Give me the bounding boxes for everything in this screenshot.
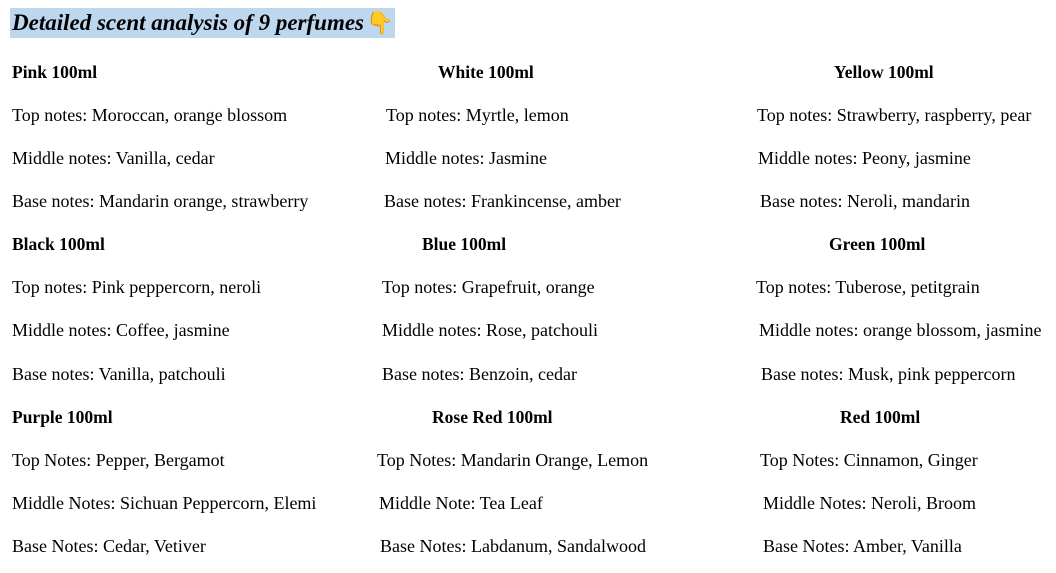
top-notes-white: Top notes: Myrtle, lemon bbox=[386, 105, 569, 125]
perfume-name-red: Red 100ml bbox=[840, 407, 921, 427]
middle-notes-purple: Middle Notes: Sichuan Peppercorn, Elemi bbox=[12, 493, 317, 513]
perfume-name-yellow: Yellow 100ml bbox=[834, 62, 934, 82]
top-notes-blue: Top notes: Grapefruit, orange bbox=[382, 277, 595, 297]
middle-notes-red: Middle Notes: Neroli, Broom bbox=[763, 493, 976, 513]
middle-notes-green: Middle notes: orange blossom, jasmine bbox=[759, 320, 1042, 340]
perfume-name-white: White 100ml bbox=[438, 62, 534, 82]
base-notes-white: Base notes: Frankincense, amber bbox=[384, 191, 621, 211]
page-title bbox=[10, 8, 395, 38]
perfume-name-rose-red: Rose Red 100ml bbox=[432, 407, 553, 427]
middle-notes-blue: Middle notes: Rose, patchouli bbox=[382, 320, 598, 340]
base-notes-red: Base Notes: Amber, Vanilla bbox=[763, 536, 962, 556]
middle-notes-pink: Middle notes: Vanilla, cedar bbox=[12, 148, 215, 168]
top-notes-yellow: Top notes: Strawberry, raspberry, pear bbox=[757, 105, 1032, 125]
middle-notes-rose-red: Middle Note: Tea Leaf bbox=[379, 493, 543, 513]
top-notes-rose-red: Top Notes: Mandarin Orange, Lemon bbox=[377, 450, 649, 470]
title-text: Detailed scent analysis of 9 perfumes bbox=[12, 10, 364, 35]
top-notes-pink: Top notes: Moroccan, orange blossom bbox=[12, 105, 288, 125]
perfume-name-black: Black 100ml bbox=[12, 234, 105, 254]
perfume-name-pink: Pink 100ml bbox=[12, 62, 98, 82]
base-notes-green: Base notes: Musk, pink peppercorn bbox=[761, 364, 1016, 384]
base-notes-black: Base notes: Vanilla, patchouli bbox=[12, 364, 226, 384]
base-notes-blue: Base notes: Benzoin, cedar bbox=[382, 364, 577, 384]
middle-notes-black: Middle notes: Coffee, jasmine bbox=[12, 320, 230, 340]
perfume-name-purple: Purple 100ml bbox=[12, 407, 113, 427]
middle-notes-white: Middle notes: Jasmine bbox=[385, 148, 547, 168]
perfume-name-green: Green 100ml bbox=[829, 234, 926, 254]
pointing-down-hand-icon: 👇 bbox=[366, 10, 394, 35]
top-notes-green: Top notes: Tuberose, petitgrain bbox=[756, 277, 980, 297]
middle-notes-yellow: Middle notes: Peony, jasmine bbox=[758, 148, 971, 168]
base-notes-purple: Base Notes: Cedar, Vetiver bbox=[12, 536, 206, 556]
perfume-name-blue: Blue 100ml bbox=[422, 234, 507, 254]
base-notes-rose-red: Base Notes: Labdanum, Sandalwood bbox=[380, 536, 646, 556]
base-notes-yellow: Base notes: Neroli, mandarin bbox=[760, 191, 970, 211]
base-notes-pink: Base notes: Mandarin orange, strawberry bbox=[12, 191, 309, 211]
top-notes-black: Top notes: Pink peppercorn, neroli bbox=[12, 277, 262, 297]
top-notes-red: Top Notes: Cinnamon, Ginger bbox=[760, 450, 978, 470]
top-notes-purple: Top Notes: Pepper, Bergamot bbox=[12, 450, 225, 470]
